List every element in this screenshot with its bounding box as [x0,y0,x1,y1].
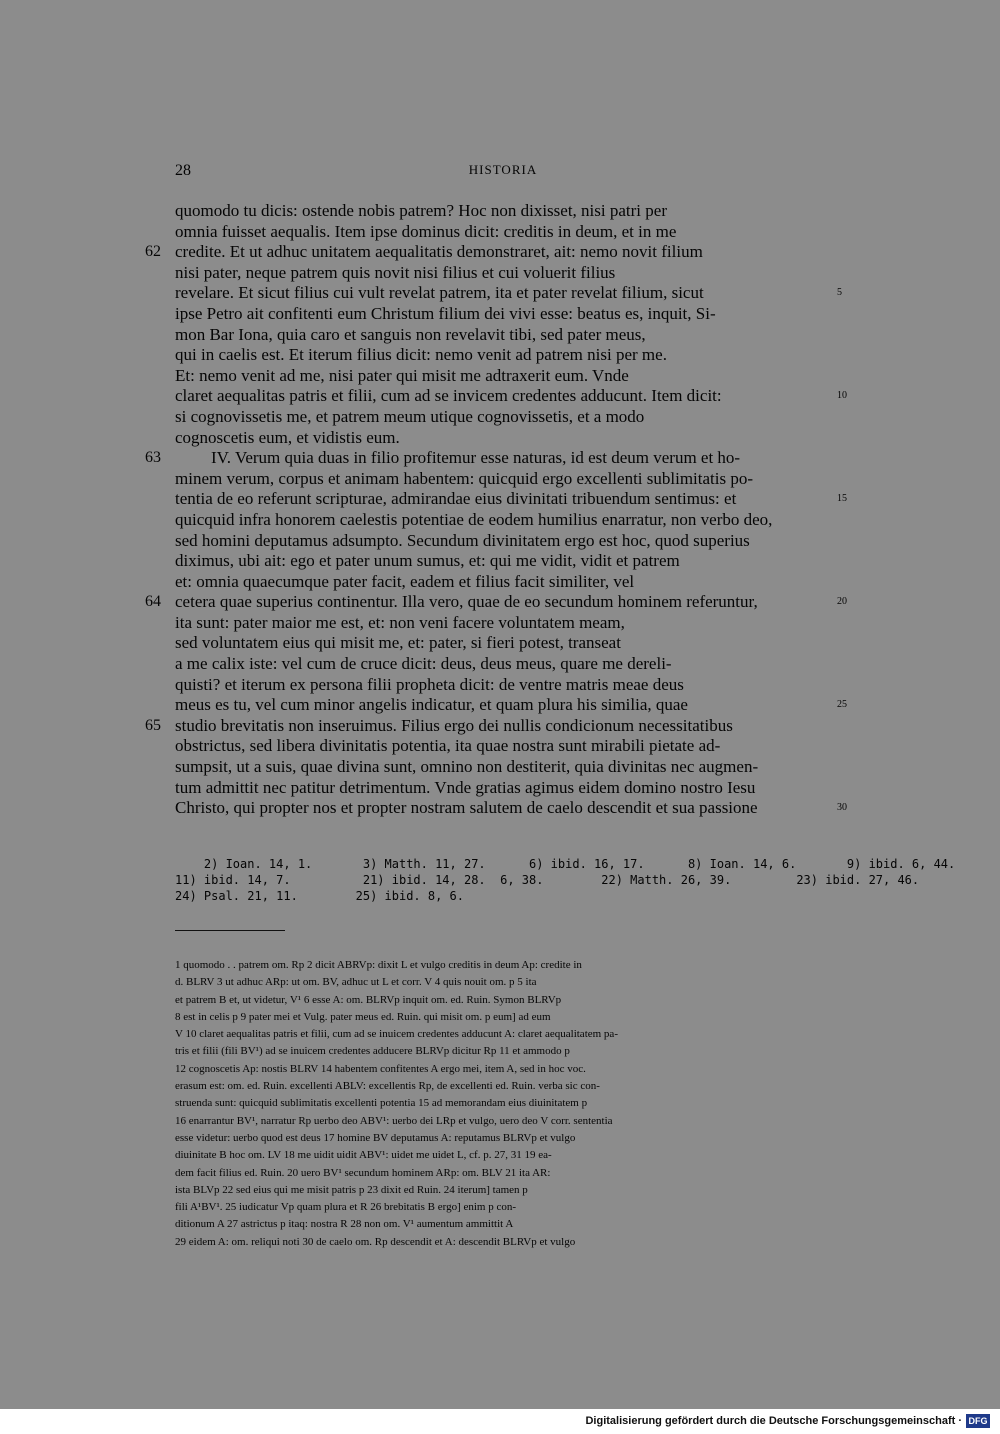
text-line-content: claret aequalitas patris et filii, cum ad se invicem credentes adducunt. Item dicit: [175,386,722,406]
apparatus-line: dem facit filius ed. Ruin. 20 uero BV¹ secundum hominem ARp: om. BLV 21 ita AR: [175,1166,551,1179]
text-line [175,222,831,243]
margin-line-number: 25 [837,699,847,711]
text-line-content: omnia fuisset aequalis. Item ipse dominus dicit: creditis in deum, et in me [175,221,677,241]
margin-section-number: 63 [145,449,161,467]
running-title: HISTORIA [468,162,538,177]
reference-line: 2) Ioan. 14, 1. 3) Matth. 11, 27. 6) ibid. 16, 17. 8) Ioan. 14, 6. 9) ibid. 6, 44. [175,857,956,871]
margin-line-number: 30 [837,802,847,814]
page-header [175,162,831,184]
text-line [175,654,831,675]
footnote-divider [175,930,285,931]
text-line [175,304,831,325]
margin-line-number: 15 [837,493,847,505]
apparatus-line: diuinitate B hoc om. LV 18 me uidit uidit ABV¹: uidet me uidet L, cf. p. 27, 31 19 ea- [175,1149,552,1162]
text-line-content: mon Bar Iona, quia caro et sanguis non revelavit tibi, sed pater meus, [175,324,646,344]
text-line [175,675,831,696]
margin-section-number: 62 [145,243,161,261]
apparatus-line: erasum est: om. ed. Ruin. excellenti ABLV: excellentis Rp, de excellenti ed. Ruin. verba sic con- [175,1080,600,1093]
text-line [175,531,831,552]
margin-section-number: 65 [145,716,161,734]
text-line-content: IV. Verum quia duas in filio profitemur esse naturas, id est deum verum et ho- [211,448,741,468]
dfg-logo: DFG [966,1414,990,1428]
text-line [175,469,831,490]
apparatus-line: esse videtur: uerbo quod est deus 17 homine BV deputamus A: reputamus BLRVp et vulgo [175,1131,576,1144]
text-line [175,798,847,819]
footer-funding-text: Digitalisierung gefördert durch die Deutsche Forschungsgemeinschaft · [585,1415,962,1427]
text-line-content: qui in caelis est. Et iterum filius dicit: nemo venit ad patrem nisi per me. [175,345,667,365]
text-line-content: studio brevitatis non inseruimus. Filius ergo dei nullis condicionum necessitatibus [175,715,733,735]
text-line [175,572,831,593]
footer-bar [0,1409,1000,1434]
apparatus-line: tris et filii (fili BV¹) ad se inuicem credentes adducere BLRVp dicitur Rp 11 et ammodo p [175,1045,570,1058]
text-line-content: ipse Petro ait confitenti eum Christum filium dei vivi esse: beatus es, inquit, Si- [175,303,716,323]
text-line-content: revelare. Et sicut filius cui vult revelat patrem, ita et pater revelat filium, sicut [175,283,704,303]
text-line [145,242,831,263]
apparatus-line: ditionum A 27 astrictus p itaq: nostra R 28 non om. V¹ aumentum ammittit A [175,1218,514,1231]
text-line-content: si cognovissetis me, et patrem meum utique cognovissetis, et a modo [175,406,645,426]
text-line-content: diximus, ubi ait: ego et pater unum sumus, et: qui me vidit, vidit et patrem [175,551,680,571]
text-line-content: quomodo tu dicis: ostende nobis patrem? Hoc non dixisset, nisi patri per [175,201,667,220]
apparatus-line: V 10 claret aequalitas patris et filii, cum ad se inuicem credentes adducunt A: claret aequalitatem pa- [175,1028,618,1041]
text-line [175,613,831,634]
apparatus-line: 16 enarrantur BV¹, narratur Rp uerbo deo ABV¹: uerbo dei LRp et vulgo, uero deo V corr. sententia [175,1114,613,1127]
reference-line: 24) Psal. 21, 11. 25) ibid. 8, 6. [175,889,464,903]
apparatus-line: et patrem B et, ut videtur, V¹ 6 esse A: om. BLRVp inquit om. ed. Ruin. Symon BLRVp [175,993,562,1006]
text-line-content: sumpsit, ut a suis, quae divina sunt, omnino non destiterit, quia divinitas nec augmen- [175,757,759,777]
text-line [175,345,831,366]
text-line-content: Et: nemo venit ad me, nisi pater qui misit me adtraxerit eum. Vnde [175,365,629,385]
text-line-content: a me calix iste: vel cum de cruce dicit: deus, deus meus, quare me dereli- [175,654,672,674]
text-line [175,510,831,531]
text-line-content: tentia de eo referunt scripturae, admirandae eius divinitati tribuendum sentimus: et [175,489,737,509]
apparatus-line: 29 eidem A: om. reliqui noti 30 de caelo om. Rp descendit et A: descendit BLRVp et vulgo [175,1235,576,1248]
text-line [175,757,831,778]
apparatus-line: d. BLRV 3 ut adhuc ARp: ut om. BV, adhuc ut L et corr. V 4 quis nouit om. p 5 ita [175,976,537,989]
text-line [175,407,831,428]
reference-line: 11) ibid. 14, 7. 21) ibid. 14, 28. 6, 38. 22) Matth. 26, 39. 23) ibid. 27, 46. [175,873,920,887]
text-line-content: ita sunt: pater maior me est, et: non veni facere voluntatem meam, [175,612,625,632]
critical-apparatus [175,957,831,1251]
text-line [175,778,831,799]
text-line [175,263,831,284]
text-line [175,386,847,407]
text-line [175,325,831,346]
text-line [175,366,831,387]
text-line-content: meus es tu, vel cum minor angelis indicatur, et quam plura his similia, quae [175,695,688,715]
apparatus-line: fili A¹BV¹. 25 iudicatur Vp quam plura et R 26 brebitatis B ergo] enim p con- [175,1201,517,1214]
text-line [145,592,847,613]
apparatus-line: struenda sunt: quicquid sublimitatis excellenti potentia 15 ad memorandam eius diuinitatem p [175,1097,588,1110]
text-line-content: quicquid infra honorem caelestis potentiae de eodem humilius enarratur, non verbo deo, [175,509,773,529]
text-line [145,448,831,469]
scripture-references [175,856,956,904]
text-line [175,695,847,716]
margin-line-number: 5 [837,287,842,299]
text-line-content: credite. Et ut adhuc unitatem aequalitatis demonstraret, ait: nemo novit filium [175,242,703,262]
apparatus-line: 1 quomodo . . patrem om. Rp 2 dicit ABRVp: dixit L et vulgo creditis in deum Ap: credite in [175,959,582,971]
margin-line-number: 10 [837,390,847,402]
main-text-block [145,201,847,819]
text-line [175,489,847,510]
text-line-content: minem verum, corpus et animam habentem: quicquid ergo excellenti sublimitatis po- [175,468,754,488]
text-line [145,715,831,737]
text-line-content: cognoscetis eum, et vidistis eum. [175,427,400,447]
text-line [175,736,831,757]
text-line-content: sed homini deputamus adsumpto. Secundum divinitatem ergo est hoc, quod superius [175,530,750,550]
apparatus-line: 12 cognoscetis Ap: nostis BLRV 14 habentem confitentes A ergo mei, item A, sed in hoc voc. [175,1062,586,1075]
margin-line-number: 20 [837,596,847,608]
text-line-content: et: omnia quaecumque pater facit, eadem et filius facit similiter, vel [175,571,635,591]
text-line-content: cetera quae superius continentur. Illa vero, quae de eo secundum hominem referuntur, [175,592,758,612]
text-line [175,633,831,654]
margin-section-number: 64 [145,593,161,611]
text-line [175,283,842,304]
text-line [175,551,831,572]
text-line-content: obstrictus, sed libera divinitatis potentia, ita quae nostra sunt mirabili pietate ad- [175,736,721,756]
text-line-content: sed voluntatem eius qui misit me, et: pater, si fieri potest, transeat [175,633,621,653]
text-line-content: tum admittit nec patitur detrimentum. Vnde gratias agimus eidem domino nostro Iesu [175,777,756,797]
text-line [175,428,831,449]
text-line-content: quisti? et iterum ex persona filii propheta dicit: de ventre matris meae deus [175,674,684,694]
text-line [175,201,831,222]
text-line-content: nisi pater, neque patrem quis novit nisi filius et cui voluerit filius [175,262,616,282]
page-number: 28 [175,162,191,179]
apparatus-line: 8 est in celis p 9 pater mei et Vulg. pater meus ed. Ruin. qui misit om. p eum] ad eum [175,1010,551,1023]
apparatus-line: ista BLVp 22 sed eius qui me misit patris p 23 dixit ed Ruin. 24 iterum] tamen p [175,1183,528,1196]
text-line-content: Christo, qui propter nos et propter nostram salutem de caelo descendit et sua passione [175,798,758,818]
